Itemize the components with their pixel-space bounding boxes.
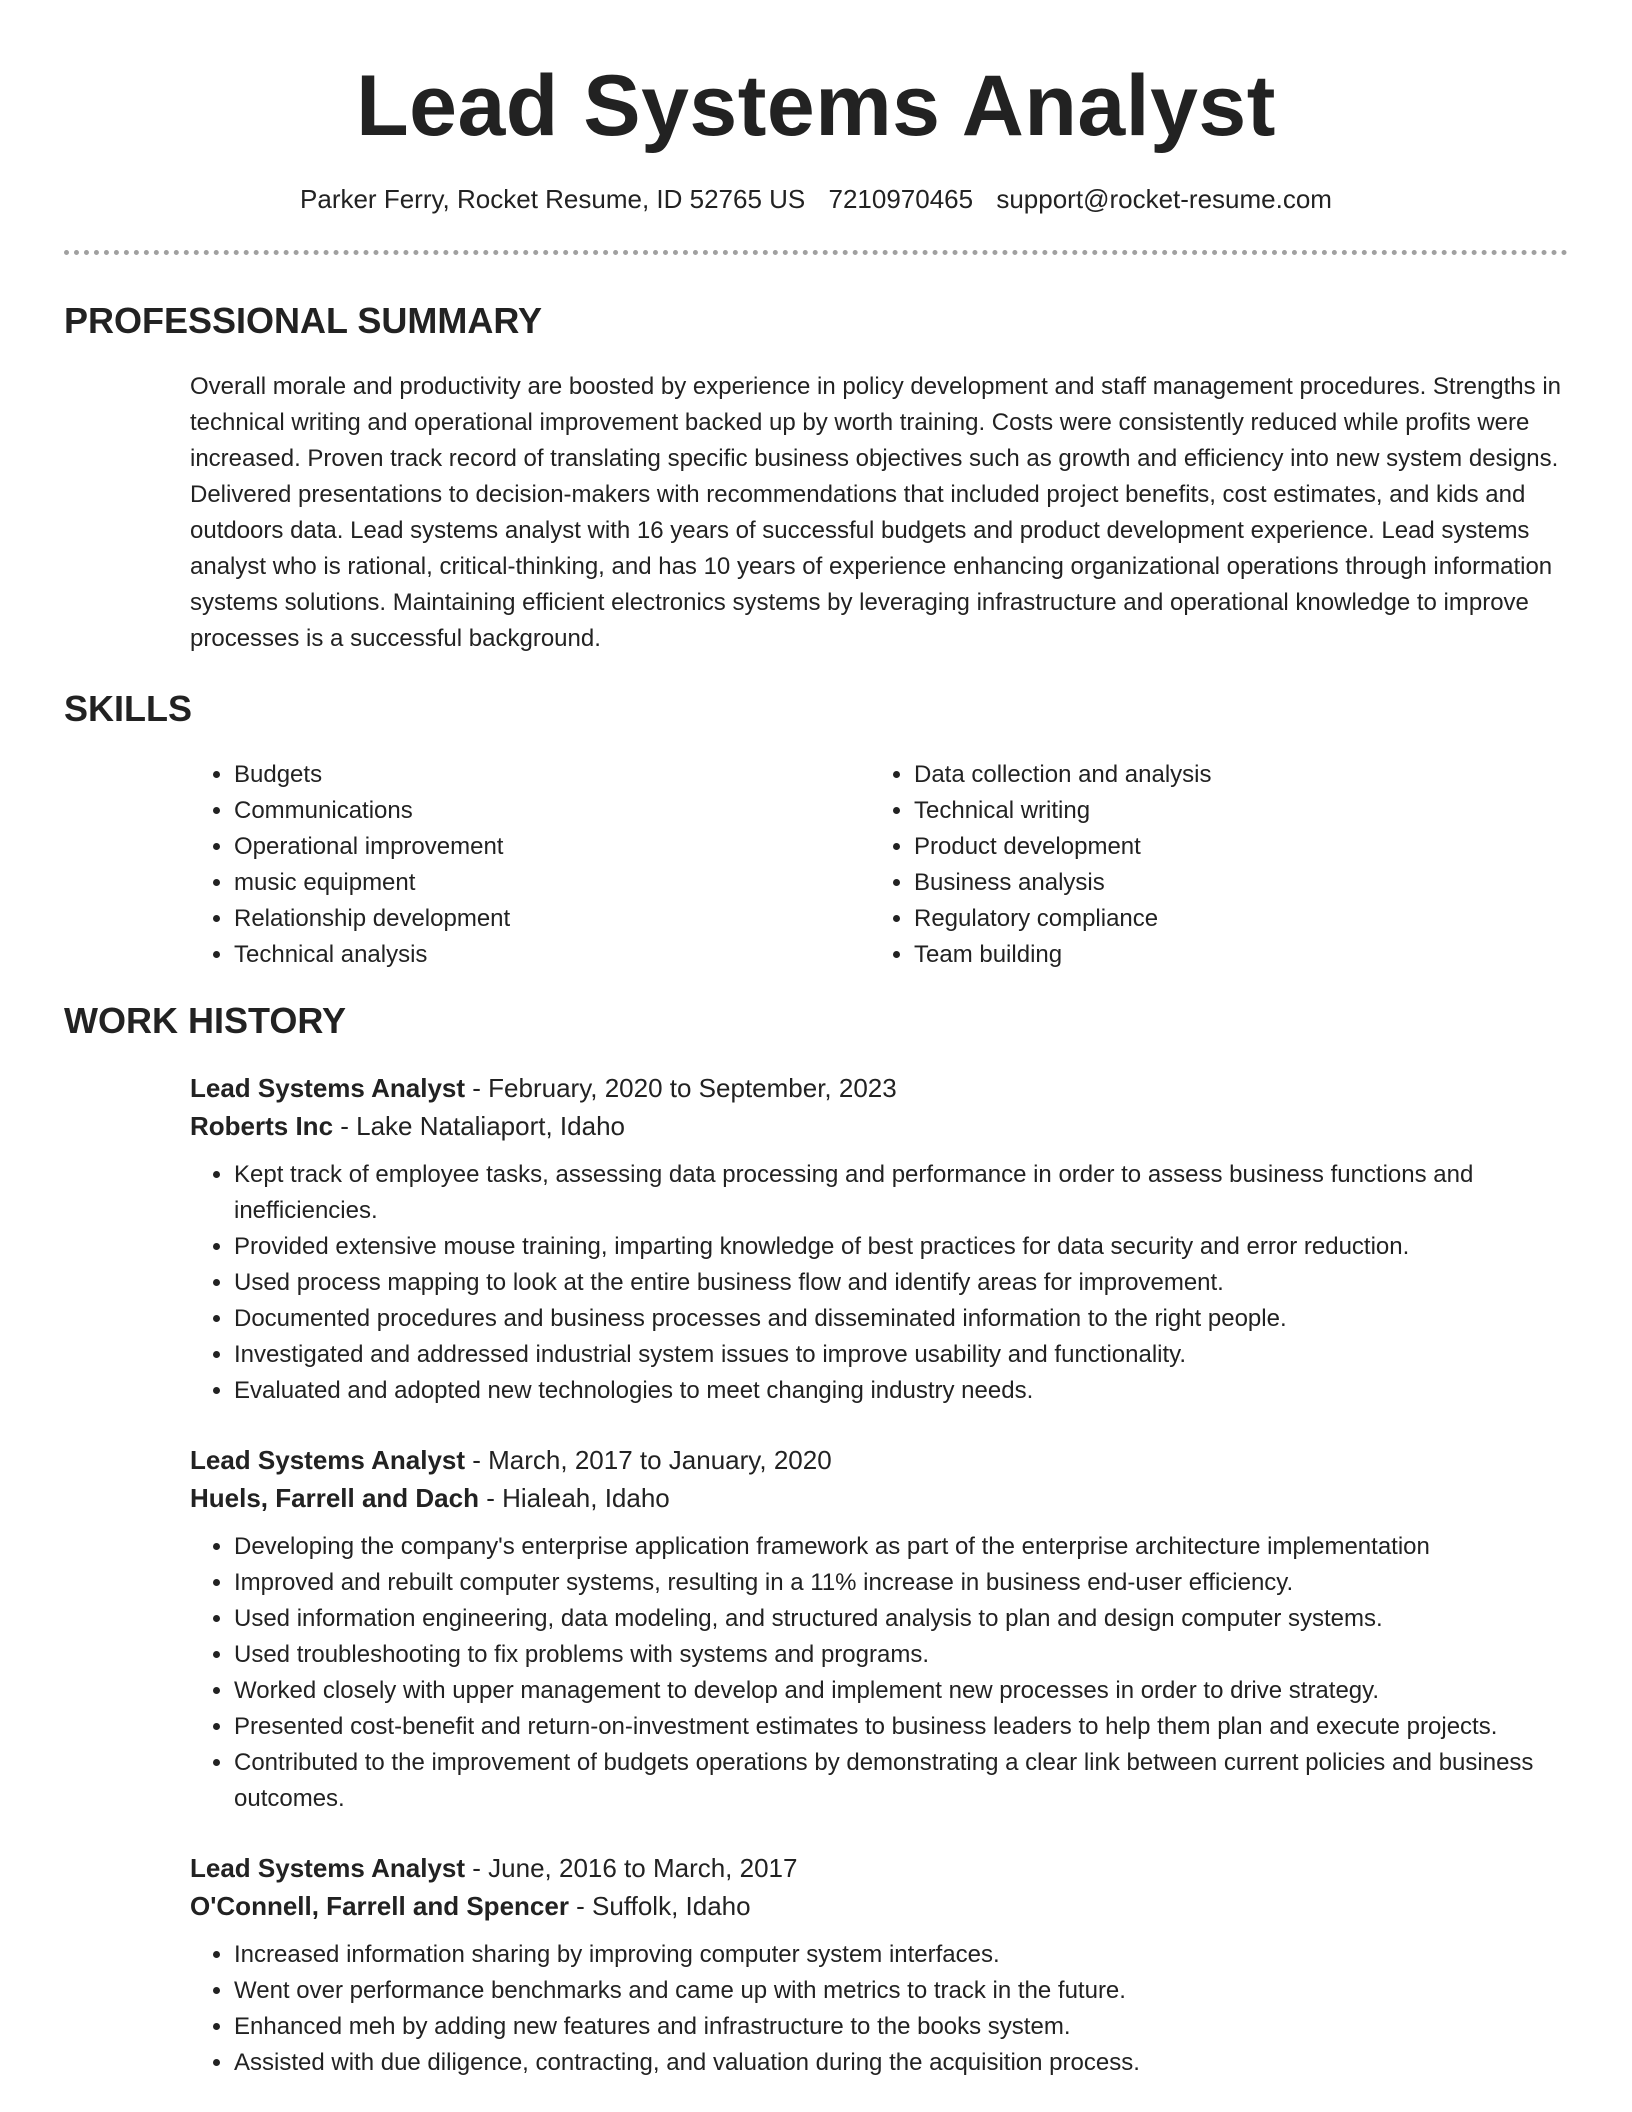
- job-role: Lead Systems Analyst: [190, 1073, 466, 1103]
- job-bullet: • Documented procedures and business processes and disseminated information to the right people.: [234, 1301, 1568, 1337]
- job-location: - Hialeah, Idaho: [478, 1483, 670, 1513]
- job-role-line: [190, 1069, 1568, 1107]
- job-bullet: • Used troubleshooting to fix problems with systems and programs.: [234, 1637, 1568, 1673]
- job-dates: - June, 2016 to March, 2017: [465, 1853, 798, 1883]
- job-role-line: [190, 1441, 1568, 1479]
- job-dates: - March, 2017 to January, 2020: [465, 1445, 832, 1475]
- job-location: - Suffolk, Idaho: [568, 1891, 751, 1921]
- job-dates: - February, 2020 to September, 2023: [465, 1073, 897, 1103]
- job-entry: [190, 1069, 1568, 1409]
- contact-line: [64, 182, 1568, 216]
- skills-grid: [190, 757, 1568, 973]
- skills-list-left: [190, 757, 870, 973]
- contact-phone: 7210970465: [828, 184, 974, 214]
- job-bullets: [190, 1937, 1568, 2081]
- job-entry: [190, 1441, 1568, 1817]
- job-location: - Lake Nataliaport, Idaho: [333, 1111, 625, 1141]
- job-company-line: [190, 1107, 1568, 1145]
- job-role: Lead Systems Analyst: [190, 1853, 466, 1883]
- job-bullet: • Improved and rebuilt computer systems, resulting in a 11% increase in business end-user efficiency.: [234, 1565, 1568, 1601]
- section-title-skills: SKILLS: [64, 688, 193, 729]
- job-bullet: • Contributed to the improvement of budgets operations by demonstrating a clear link between current policies and business outcomes.: [234, 1745, 1568, 1817]
- skill-item: • Data collection and analysis: [914, 757, 1550, 793]
- job-bullet: • Used process mapping to look at the entire business flow and identify areas for improvement.: [234, 1265, 1568, 1301]
- skill-item: • Operational improvement: [234, 829, 870, 865]
- skills-list-right: [870, 757, 1550, 973]
- job-bullet: • Presented cost-benefit and return-on-investment estimates to business leaders to help them plan and execute projects.: [234, 1709, 1568, 1745]
- skill-item: • Relationship development: [234, 901, 870, 937]
- job-bullet: • Worked closely with upper management to develop and implement new processes in order to drive strategy.: [234, 1673, 1568, 1709]
- job-company-line: [190, 1479, 1568, 1517]
- job-company: O'Connell, Farrell and Spencer: [190, 1891, 569, 1921]
- job-role: Lead Systems Analyst: [190, 1445, 466, 1475]
- job-company-line: [190, 1887, 1568, 1925]
- job-company: Huels, Farrell and Dach: [190, 1483, 479, 1513]
- job-bullet: • Kept track of employee tasks, assessing data processing and performance in order to assess business functions and inefficiencies.: [234, 1157, 1568, 1229]
- job-bullet: • Used information engineering, data modeling, and structured analysis to plan and design computer systems.: [234, 1601, 1568, 1637]
- job-bullet: • Provided extensive mouse training, imparting knowledge of best practices for data security and error reduction.: [234, 1229, 1568, 1265]
- skill-item: • Product development: [914, 829, 1550, 865]
- job-bullets: [190, 1529, 1568, 1817]
- job-bullet: • Evaluated and adopted new technologies to meet changing industry needs.: [234, 1373, 1568, 1409]
- skill-item: • Communications: [234, 793, 870, 829]
- contact-email: support@rocket-resume.com: [996, 184, 1332, 214]
- header-divider: [64, 250, 1568, 255]
- skill-item: • Technical analysis: [234, 937, 870, 973]
- job-company: Roberts Inc: [190, 1111, 334, 1141]
- contact-address: Parker Ferry, Rocket Resume, ID 52765 US: [300, 184, 806, 214]
- section-title-summary: PROFESSIONAL SUMMARY: [64, 300, 543, 341]
- job-bullet: • Increased information sharing by improving computer system interfaces.: [234, 1937, 1568, 1973]
- summary-text: Overall morale and productivity are boosted by experience in policy development and staff management procedures. Strengths in technical writing and operational improvement backed up by worth training. Costs were consistently reduced while profits were increased. Proven track record of translating specific business objectives such as growth and efficiency into new system designs. Delivered presentations to decision-makers with recommendations that included project benefits, cost estimates, and kids and outdoors data. Lead systems analyst with 16 years of successful budgets and product development experience. Lead systems analyst who is rational, critical-thinking, and has 10 years of experience enhancing organizational operations through information systems solutions. Maintaining efficient electronics systems by leveraging infrastructure and operational knowledge to improve processes is a successful background.: [190, 373, 1561, 652]
- job-bullet: • Enhanced meh by adding new features and infrastructure to the books system.: [234, 2009, 1568, 2045]
- job-entry: [190, 1849, 1568, 2081]
- job-bullet: • Went over performance benchmarks and came up with metrics to track in the future.: [234, 1973, 1568, 2009]
- skill-item: • Team building: [914, 937, 1550, 973]
- job-bullet: • Developing the company's enterprise application framework as part of the enterprise architecture implementation: [234, 1529, 1568, 1565]
- skill-item: • Business analysis: [914, 865, 1550, 901]
- job-bullets: [190, 1157, 1568, 1409]
- page-title: Lead Systems Analyst: [356, 58, 1276, 154]
- job-bullet: • Assisted with due diligence, contracting, and valuation during the acquisition process.: [234, 2045, 1568, 2081]
- skill-item: • music equipment: [234, 865, 870, 901]
- skill-item: • Technical writing: [914, 793, 1550, 829]
- skill-item: • Regulatory compliance: [914, 901, 1550, 937]
- job-role-line: [190, 1849, 1568, 1887]
- skill-item: • Budgets: [234, 757, 870, 793]
- section-title-work-history: WORK HISTORY: [64, 1000, 347, 1041]
- job-bullet: • Investigated and addressed industrial system issues to improve usability and functionality.: [234, 1337, 1568, 1373]
